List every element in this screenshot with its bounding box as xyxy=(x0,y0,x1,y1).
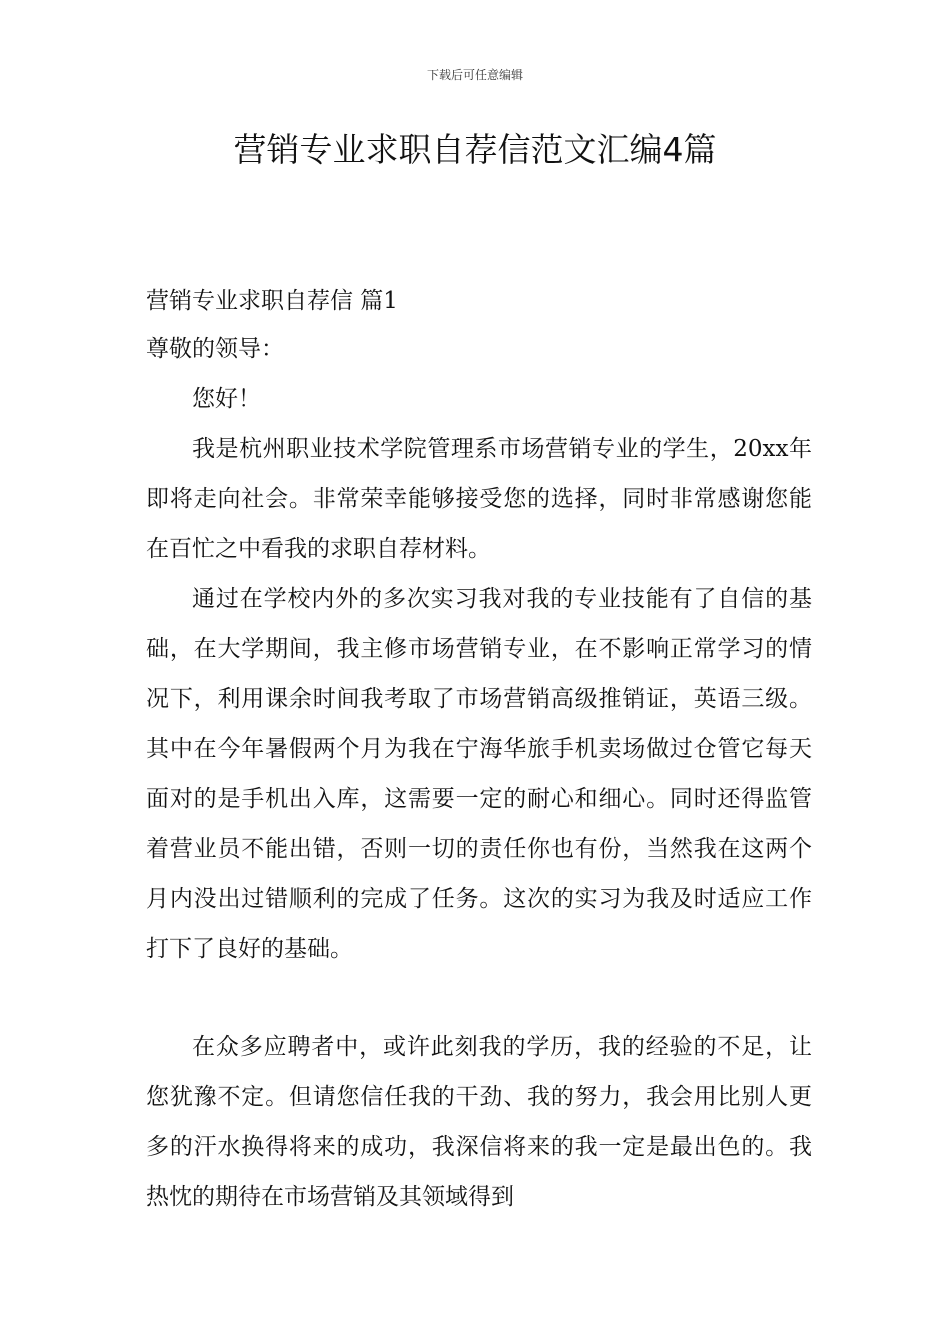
paragraph-intro: 我是杭州职业技术学院管理系市场营销专业的学生，20xx年即将走向社会。非常荣幸能够接受您的选择，同时非常感谢您能在百忙之中看我的求职自荐材料。 xyxy=(146,436,812,562)
paragraph-experience: 通过在学校内外的多次实习我对我的专业技能有了自信的基础，在大学期间，我主修市场营销专业，在不影响正常学习的情况下，利用课余时间我考取了市场营销高级推销证，英语三级。其中在今年暑假两个月为我在宁海华旅手机卖场做过仓管它每天面对的是手机出入库，这需要一定的耐心和细心。同时还得监管着营业员不能出错，否则一切的责任你也有份，当然我在这两个月内没出过错顺利的完成了任务。这次的实习为我及时适应工作打下了良好的基础。 xyxy=(146,586,812,962)
salutation: 尊敬的领导： xyxy=(146,336,284,362)
greeting: 您好！ xyxy=(192,386,261,412)
document-title: 营销专业求职自荐信范文汇编4篇 xyxy=(233,130,717,169)
section-heading: 营销专业求职自荐信 篇1 xyxy=(146,288,398,314)
paragraph-aspiration: 在众多应聘者中，或许此刻我的学历，我的经验的不足，让您犹豫不定。但请您信任我的干劲、我的努力，我会用比别人更多的汗水换得将来的成功，我深信将来的我一定是最出色的。我热忱的期待在市场营销及其领域得到 xyxy=(146,1034,812,1210)
header-note: 下载后可任意编辑 xyxy=(426,68,523,82)
